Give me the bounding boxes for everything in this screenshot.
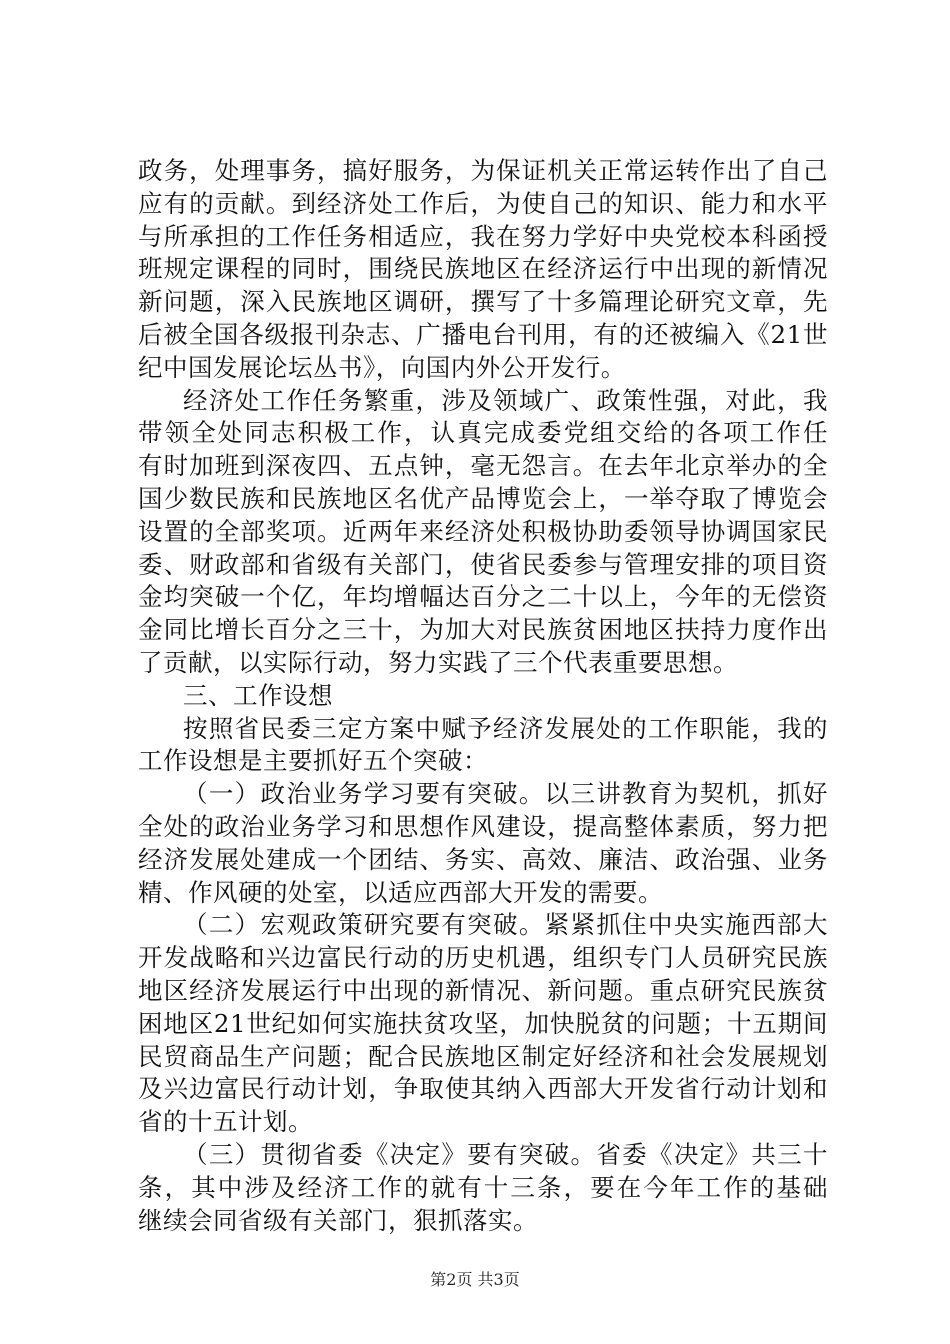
text-line: （一）政治业务学习要有突破。以三讲教育为契机，抓好 <box>183 779 828 809</box>
text-line: 地区经济发展运行中出现的新情况、新问题。重点研究民族贫 <box>138 975 828 1005</box>
text-line: 新问题，深入民族地区调研，撰写了十多篇理论研究文章，先 <box>138 287 828 317</box>
text-line: （二）宏观政策研究要有突破。紧紧抓住中央实施西部大 <box>183 910 828 940</box>
text-line: 继续会同省级有关部门，狠抓落实。 <box>138 1205 538 1235</box>
text-line: 有时加班到深夜四、五点钟，毫无怨言。在去年北京举办的全 <box>138 451 828 481</box>
text-line: 班规定课程的同时，围绕民族地区在经济运行中出现的新情况 <box>138 254 828 284</box>
text-line: 按照省民委三定方案中赋予经济发展处的工作职能，我的 <box>183 713 828 743</box>
text-line: 省的十五计划。 <box>138 1107 313 1137</box>
page-number-label: 第2页 共3页 <box>430 1270 520 1289</box>
text-line: 条，其中涉及经济工作的就有十三条，要在今年工作的基础 <box>138 1172 828 1202</box>
text-line: 了贡献，以实际行动，努力实践了三个代表重要思想。 <box>138 647 738 677</box>
document-body <box>138 155 828 1237</box>
text-line: 金同比增长百分之三十，为加大对民族贫困地区扶持力度作出 <box>138 615 828 645</box>
text-line: 全处的政治业务学习和思想作风建设，提高整体素质，努力把 <box>138 811 828 841</box>
text-line: 经济处工作任务繁重，涉及领域广、政策性强，对此，我 <box>183 385 828 415</box>
text-line: 及兴边富民行动计划，争取使其纳入西部大开发省行动计划和 <box>138 1074 828 1104</box>
text-line: 后被全国各级报刊杂志、广播电台刊用，有的还被编入《21世 <box>138 319 828 349</box>
text-line: 设置的全部奖项。近两年来经济处积极协助委领导协调国家民 <box>138 516 828 546</box>
text-line: 工作设想是主要抓好五个突破： <box>138 746 488 776</box>
page-footer <box>0 1267 950 1290</box>
text-line: 精、作风硬的处室，以适应西部大开发的需要。 <box>138 877 663 907</box>
text-line: 委、财政部和省级有关部门，使省民委参与管理安排的项目资 <box>138 549 828 579</box>
text-line: 带领全处同志积极工作，认真完成委党组交给的各项工作任 <box>138 418 828 448</box>
text-line: 民贸商品生产问题；配合民族地区制定好经济和社会发展规划 <box>138 1041 828 1071</box>
text-line: 困地区21世纪如何实施扶贫攻坚，加快脱贫的问题；十五期间 <box>138 1008 828 1038</box>
text-line: 政务，处理事务，搞好服务，为保证机关正常运转作出了自己 <box>138 156 828 185</box>
text-line: 经济发展处建成一个团结、务实、高效、廉洁、政治强、业务 <box>138 844 828 874</box>
text-line: 国少数民族和民族地区名优产品博览会上，一举夺取了博览会 <box>138 483 828 513</box>
text-line: 纪中国发展论坛丛书》，向国内外公开发行。 <box>138 352 626 382</box>
text-line: 金均突破一个亿，年均增幅达百分之二十以上，今年的无偿资 <box>138 582 828 612</box>
text-line: 应有的贡献。到经济处工作后，为使自己的知识、能力和水平 <box>138 188 828 218</box>
text-line: 三、工作设想 <box>183 680 333 710</box>
text-line: 与所承担的工作任务相适应，我在努力学好中央党校本科函授 <box>138 221 828 251</box>
text-line: 开发战略和兴边富民行动的历史机遇，组织专门人员研究民族 <box>138 943 828 973</box>
text-line: （三）贯彻省委《决定》要有突破。省委《决定》共三十 <box>183 1139 828 1169</box>
